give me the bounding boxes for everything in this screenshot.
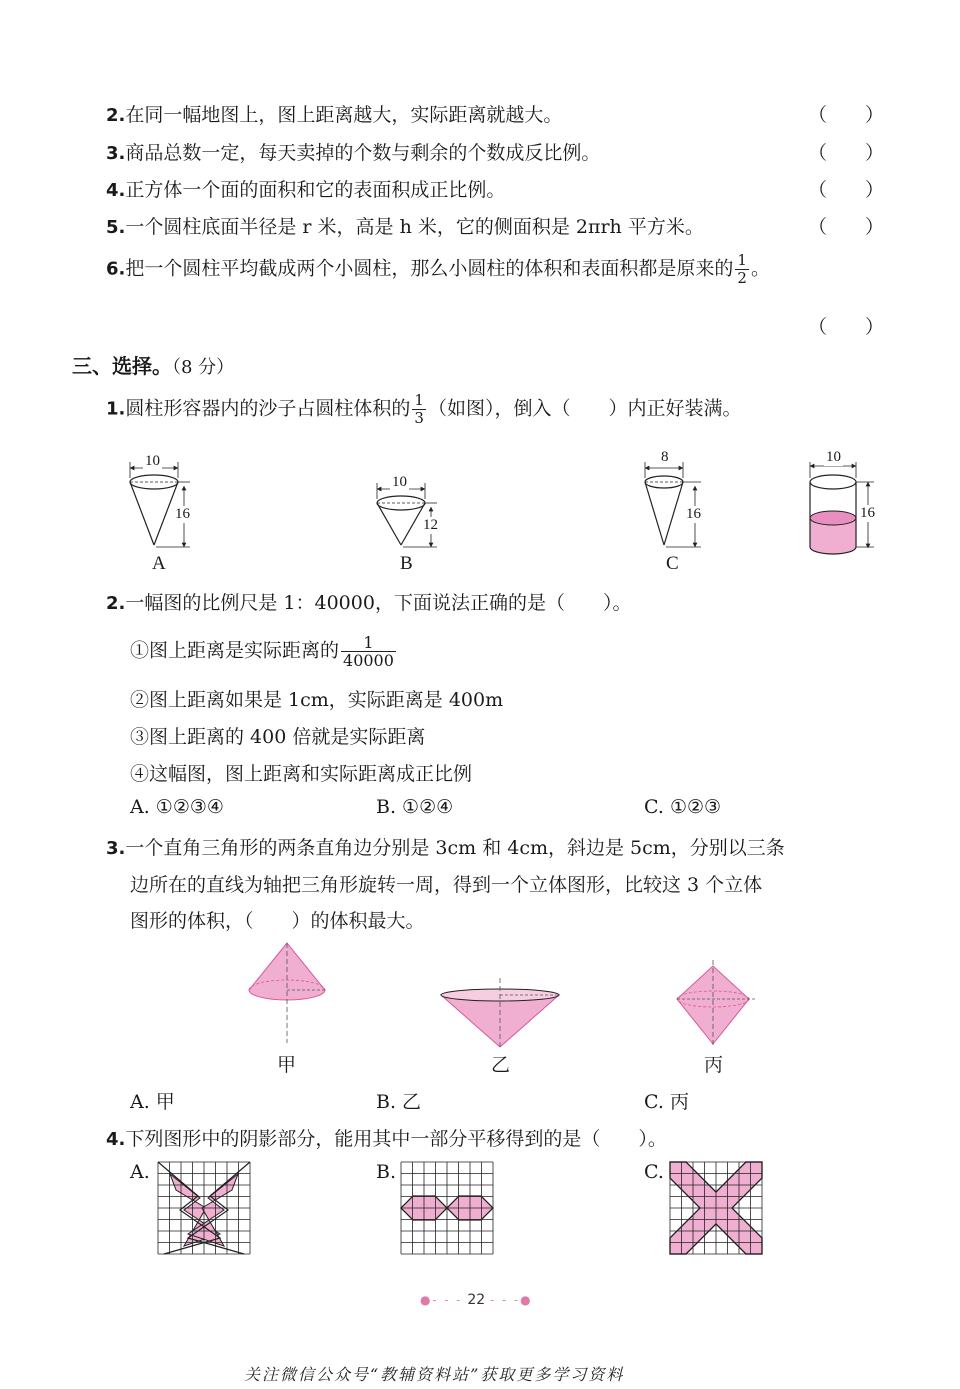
item-text: 在同一幅地图上，图上距离越大，实际距离就越大。 — [125, 104, 563, 126]
question-text-end: （如图），倒入（ ）内正好装满。 — [427, 397, 742, 420]
item-number: 2. — [106, 105, 126, 126]
option-c[interactable]: C. 丙 — [644, 1091, 689, 1113]
option-label-c: C — [666, 553, 679, 574]
denominator: 3 — [414, 409, 424, 427]
item-text: 正方体一个面的面积和它的表面积成正比例。 — [125, 179, 506, 201]
answer-paren[interactable]: （ ） — [808, 216, 885, 238]
question-text: 一幅图的比例尺是 1：40000，下面说法正确的是（ ）。 — [125, 592, 632, 614]
option-a[interactable]: A. 甲 — [130, 1091, 175, 1113]
statement-4: ④这幅图，图上距离和实际距离成正比例 — [130, 763, 473, 785]
question-text: 圆柱形容器内的沙子占圆柱体积的 — [125, 397, 411, 420]
question-3-line2: 边所在的直线为轴把三角形旋转一周，得到一个立体图形，比较这 3 个立体 — [130, 874, 763, 896]
page-number: 22 — [467, 1292, 486, 1308]
question-number: 1. — [106, 398, 126, 420]
item-number: 6. — [106, 258, 126, 280]
figure-label-jia: 甲 — [277, 1055, 297, 1076]
dim-label: 8 — [661, 449, 669, 465]
dim-label: 16 — [175, 506, 190, 522]
answer-paren[interactable]: （ ） — [808, 104, 885, 126]
item-text: 一个圆柱底面半径是 r 米，高是 h 米，它的侧面积是 2πrh 平方米。 — [125, 216, 704, 238]
decor-dots-left: ●- - - — [420, 1293, 463, 1307]
dim-label: 10 — [145, 453, 160, 469]
option-b-label[interactable]: B. — [376, 1161, 397, 1183]
grid-a[interactable] — [158, 1162, 250, 1254]
dim-label: 10 — [826, 449, 841, 465]
dim-label: 10 — [392, 474, 407, 490]
numerator: 1 — [414, 391, 424, 409]
option-c[interactable]: C. ①②③ — [644, 796, 722, 818]
section-points: （8 分） — [172, 357, 235, 378]
section-title-text: 三、选择。 — [72, 354, 172, 378]
footer-note: 关注微信公众号“教辅资料站”获取更多学习资料 — [244, 1365, 625, 1384]
denominator: 2 — [737, 269, 747, 287]
statement-text: ①图上距离是实际距离的 — [130, 639, 340, 662]
denominator: 40000 — [343, 651, 394, 670]
numerator: 1 — [737, 251, 747, 269]
question-3-line3: 图形的体积，（ ）的体积最大。 — [130, 910, 425, 932]
grid-b[interactable] — [401, 1162, 493, 1254]
statement-2: ②图上距离如果是 1cm，实际距离是 400m — [130, 689, 504, 711]
question-number: 2. — [106, 593, 126, 614]
question-text: 一个直角三角形的两条直角边分别是 3cm 和 4cm，斜边是 5cm，分别以三条 — [125, 837, 785, 859]
option-label-b: B — [400, 553, 413, 574]
answer-paren[interactable]: （ ） — [808, 316, 885, 338]
question-text: 下列图形中的阴影部分，能用其中一部分平移得到的是（ ）。 — [125, 1128, 667, 1150]
dim-label: 16 — [860, 505, 875, 521]
answer-paren[interactable]: （ ） — [808, 142, 885, 164]
question-number: 3. — [106, 838, 126, 859]
item-number: 3. — [106, 143, 126, 164]
option-a-label[interactable]: A. — [130, 1161, 150, 1183]
question-number: 4. — [106, 1129, 126, 1150]
numerator: 1 — [341, 634, 396, 652]
dim-label: 12 — [423, 517, 438, 533]
page-number-block — [420, 1289, 533, 1308]
grid-c[interactable] — [670, 1162, 762, 1254]
statement-3: ③图上距离的 400 倍就是实际距离 — [130, 726, 426, 748]
option-label-a: A — [152, 553, 166, 574]
figure-label-yi: 乙 — [491, 1055, 511, 1076]
option-b[interactable]: B. ①②④ — [376, 796, 454, 818]
item-text: 商品总数一定，每天卖掉的个数与剩余的个数成反比例。 — [125, 142, 601, 164]
decor-dots-right: - - -● — [490, 1293, 533, 1307]
item-text-end: 。 — [750, 257, 770, 280]
answer-paren[interactable]: （ ） — [808, 179, 885, 201]
item-number: 4. — [106, 180, 126, 201]
item-number: 5. — [106, 217, 126, 238]
item-text: 把一个圆柱平均截成两个小圆柱，那么小圆柱的体积和表面积都是原来的 — [125, 257, 734, 280]
figure-label-bing: 丙 — [704, 1055, 724, 1076]
dim-label: 16 — [686, 506, 701, 522]
option-c-label[interactable]: C. — [644, 1161, 664, 1183]
option-a[interactable]: A. ①②③④ — [130, 796, 224, 818]
option-b[interactable]: B. 乙 — [376, 1091, 422, 1113]
